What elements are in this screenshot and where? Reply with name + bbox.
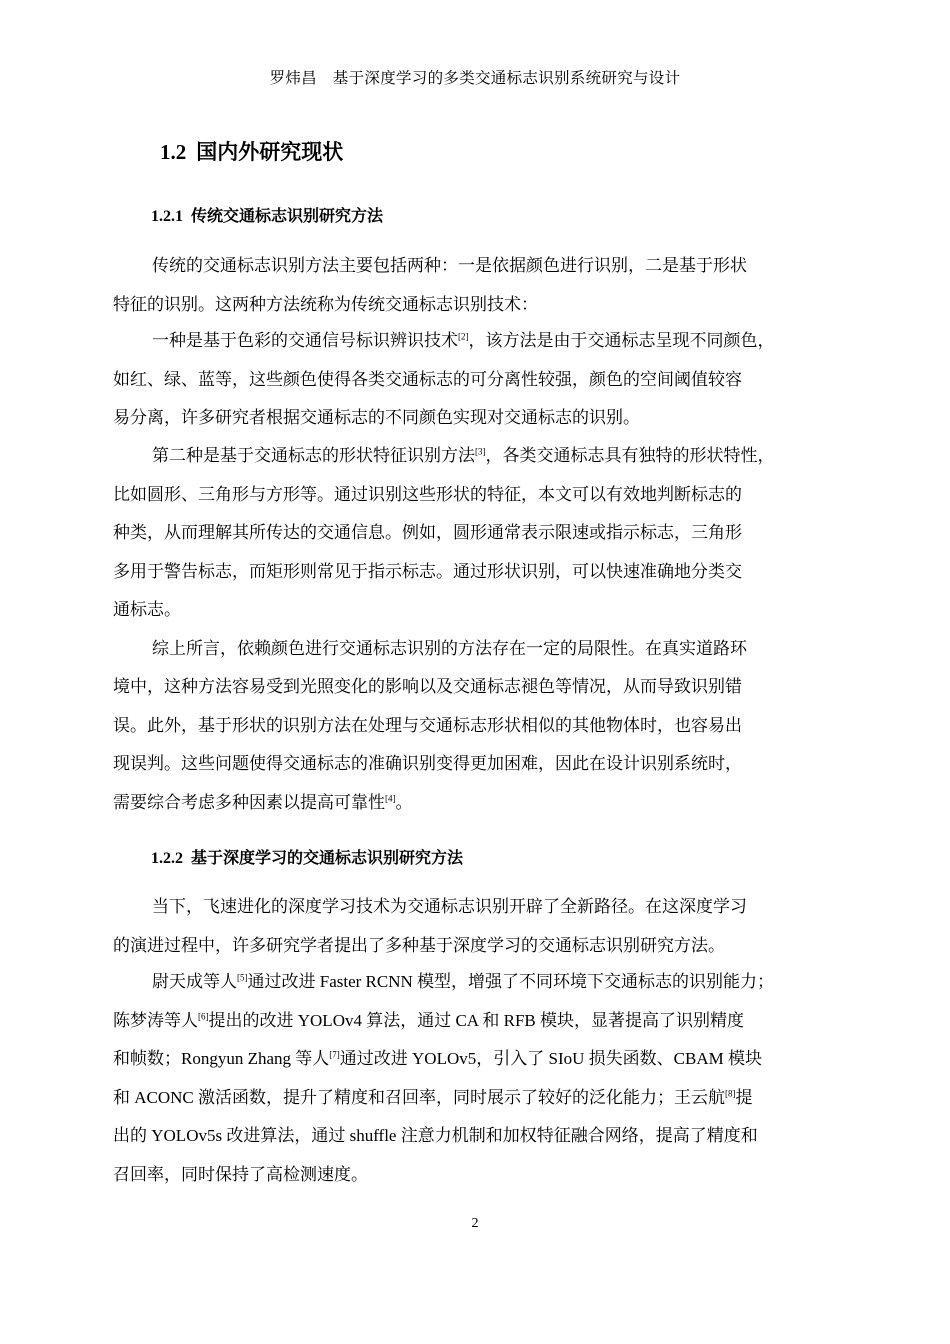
subsection-heading [151, 203, 383, 226]
paragraph-line: 的演进过程中，许多研究学者提出了多种基于深度学习的交通标志识别研究方法。 [113, 936, 725, 955]
paragraph-line: 尉天成等人[5]通过改进 Faster RCNN 模型，增强了不同环境下交通标志的识别能力； [152, 972, 775, 991]
citation-ref[interactable]: [2] [458, 331, 469, 342]
section-heading [160, 136, 343, 166]
paragraph-line: 种类，从而理解其所传达的交通信息。例如，圆形通常表示限速或指示标志，三角形 [113, 523, 742, 542]
paragraph-line: 传统的交通标志识别方法主要包括两种：一是依据颜色进行识别，二是基于形状 [152, 256, 747, 275]
paragraph-line: 和帧数；Rongyun Zhang 等人[7]通过改进 YOLOv5，引入了 SIoU 损失函数、CBAM 模块 [113, 1049, 762, 1068]
paragraph-line: 特征的识别。这两种方法统称为传统交通标志识别技术： [113, 295, 538, 314]
paragraph-line: 出的 YOLOv5s 改进算法，通过 shuffle 注意力机制和加权特征融合网络，提高了精度和 [113, 1126, 758, 1145]
citation-ref[interactable]: [6] [198, 1011, 209, 1022]
paragraph-line: 境中，这种方法容易受到光照变化的影响以及交通标志褪色等情况，从而导致识别错 [113, 677, 742, 696]
paragraph-line: 现误判。这些问题使得交通标志的准确识别变得更加困难，因此在设计识别系统时， [113, 754, 742, 773]
paragraph-line: 当下，飞速进化的深度学习技术为交通标志识别开辟了全新路径。在这深度学习 [152, 897, 747, 916]
page-number: 2 [471, 1216, 479, 1231]
section-number: 1.2 [160, 140, 187, 164]
paragraph-line: 通标志。 [113, 600, 181, 619]
subsection-number: 1.2.2 [151, 850, 183, 867]
paragraph-line: 比如圆形、三角形与方形等。通过识别这些形状的特征，本文可以有效地判断标志的 [113, 485, 742, 504]
paragraph-line: 综上所言，依赖颜色进行交通标志识别的方法存在一定的局限性。在真实道路环 [152, 639, 747, 658]
subsection-title: 传统交通标志识别研究方法 [191, 208, 384, 225]
paragraph-line: 易分离，许多研究者根据交通标志的不同颜色实现对交通标志的识别。 [113, 408, 640, 427]
section-title: 国内外研究现状 [196, 140, 344, 164]
paragraph-line: 如红、绿、蓝等，这些颜色使得各类交通标志的可分离性较强，颜色的空间阈值较容 [113, 370, 742, 389]
citation-ref[interactable]: [4] [385, 793, 396, 804]
citation-ref[interactable]: [5] [237, 972, 248, 983]
paragraph-line: 误。此外，基于形状的识别方法在处理与交通标志形状相似的其他物体时，也容易出 [113, 716, 742, 735]
paragraph-line: 和 ACONC 激活函数，提升了精度和召回率，同时展示了较好的泛化能力；王云航[8]提 [113, 1088, 753, 1107]
paragraph-line: 一种是基于色彩的交通信号标识辨识技术[2]，该方法是由于交通标志呈现不同颜色， [152, 331, 775, 350]
paragraph-line: 第二种是基于交通标志的形状特征识别方法[3]，各类交通标志具有独特的形状特性， [152, 446, 775, 465]
header-author: 罗炜昌 [269, 69, 317, 87]
subsection-heading [151, 845, 463, 868]
citation-ref[interactable]: [3] [475, 446, 486, 457]
paragraph-line: 陈梦涛等人[6]提出的改进 YOLOv4 算法，通过 CA 和 RFB 模块，显著提高了识别精度 [113, 1011, 745, 1030]
citation-ref[interactable]: [8] [725, 1088, 736, 1099]
subsection-title: 基于深度学习的交通标志识别研究方法 [191, 850, 464, 867]
paragraph-line: 召回率，同时保持了高检测速度。 [113, 1165, 368, 1184]
running-header [0, 66, 950, 88]
paragraph-line: 多用于警告标志，而矩形则常见于指示标志。通过形状识别，可以快速准确地分类交 [113, 562, 742, 581]
header-title: 基于深度学习的多类交通标志识别系统研究与设计 [332, 69, 681, 87]
citation-ref[interactable]: [7] [329, 1049, 340, 1060]
paragraph-line: 需要综合考虑多种因素以提高可靠性[4]。 [113, 793, 413, 812]
subsection-number: 1.2.1 [151, 208, 183, 225]
